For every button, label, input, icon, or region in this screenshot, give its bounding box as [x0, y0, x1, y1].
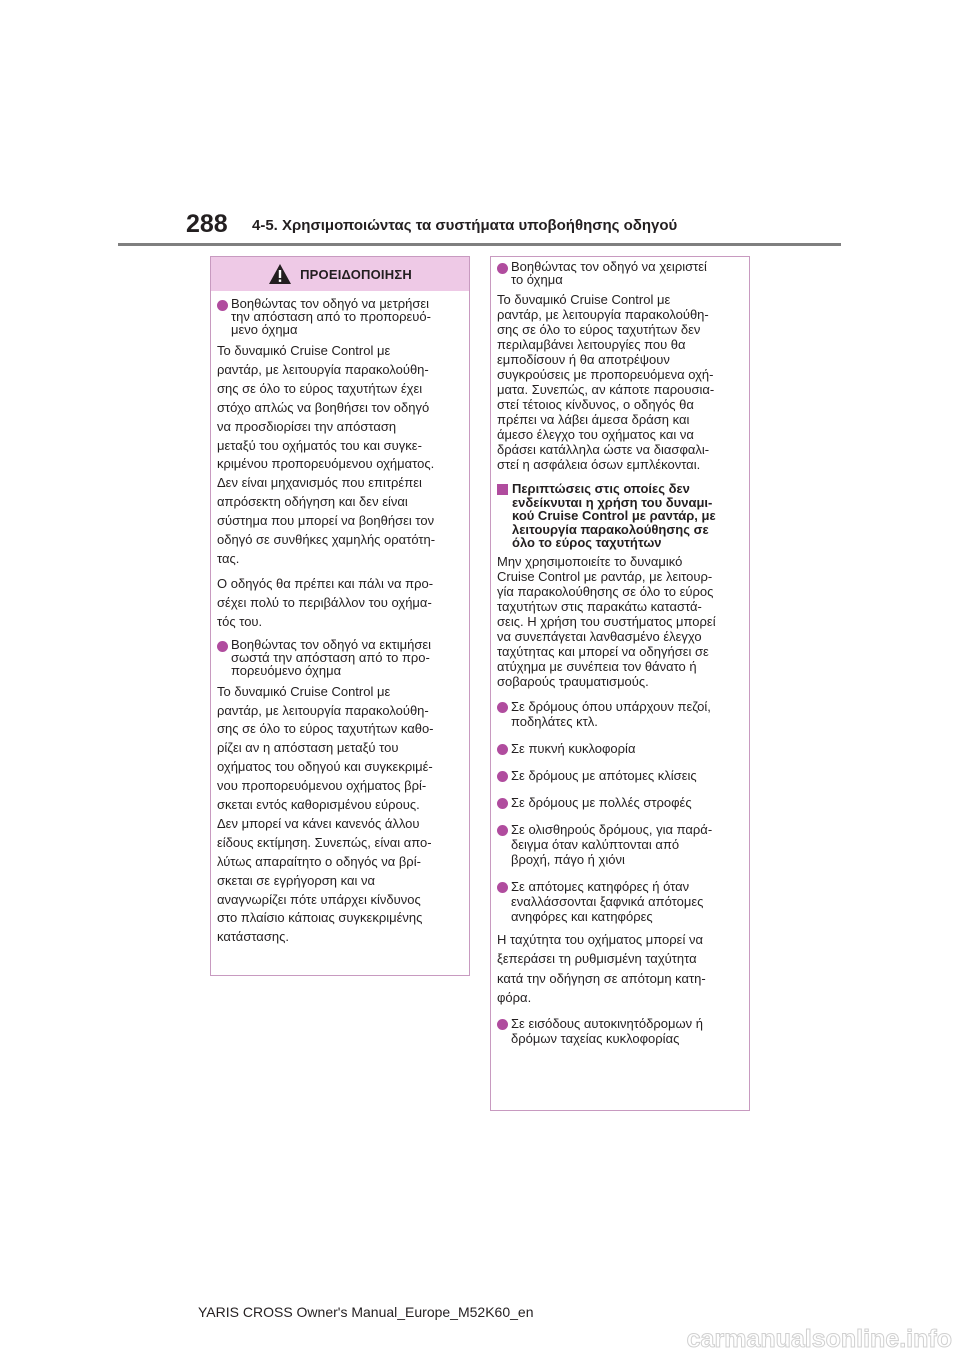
text-line: γία παρακολούθησης σε όλο το εύρος [497, 583, 714, 599]
text-line: Περιπτώσεις στις οποίες δεν [512, 481, 690, 496]
bullet-item [497, 795, 743, 810]
text-line: στεί η ασφάλεια όσων εμπλέκονται. [497, 457, 701, 472]
text-line: να προσδιορίσει την απόσταση [217, 418, 397, 434]
paragraph [497, 292, 743, 472]
text-line: Δεν μπορεί να κάνει κανενός άλλου [217, 815, 420, 831]
page-number: 288 [186, 210, 228, 238]
text-line: μενο όχημα [231, 322, 298, 337]
bullet-text [511, 1016, 703, 1046]
text-line: Cruise Control με ραντάρ, με λειτουρ- [497, 568, 713, 584]
bullet-dot-icon [497, 771, 508, 782]
bullet-item [497, 822, 743, 867]
text-line: φόρα. [497, 990, 532, 1005]
text-line: Δεν είναι μηχανισμός που επιτρέπει [217, 475, 422, 491]
text-line: ποδηλάτες κτλ. [511, 713, 598, 729]
text-line: Σε δρόμους όπου υπάρχουν πεζοί, [511, 698, 711, 714]
warning-box-right [490, 256, 750, 1111]
text-line: ταχυτήτων στις παρακάτω καταστά- [497, 598, 702, 614]
watermark-logo [626, 1325, 956, 1353]
bullet-dot-icon [217, 641, 228, 652]
warning-box-left [210, 256, 470, 976]
text-line: δειγμα όταν καλύπτονται από [511, 836, 680, 852]
text-line: Σε απότομες κατηφόρες ή όταν [511, 878, 690, 894]
text-line: κατάστασης. [217, 929, 289, 945]
text-line: όλο το εύρος ταχυτήτων [512, 535, 662, 550]
text-line: δρόμων ταχείας κυκλοφορίας [511, 1030, 680, 1046]
text-line: ενδείκνυται η χρήση του δυναμι- [512, 494, 713, 510]
text-line: σέχει πολύ το περιβάλλον του οχήμα- [217, 594, 432, 610]
text-line: Βοηθώντας τον οδηγό να εκτιμήσει [231, 636, 432, 652]
text-line: κατά την οδήγηση σε απότομη κατη- [497, 970, 706, 986]
text-line: πρέπει να λάβει άμεσα δράση και [497, 412, 690, 427]
bullet-dot-icon [497, 702, 508, 713]
paragraph [217, 342, 463, 569]
text-line: σης σε όλο το εύρος ταχυτήτων δεν [497, 322, 701, 337]
text-line: Σε δρόμους με απότομες κλίσεις [511, 767, 697, 783]
text-line: Μην χρησιμοποιείτε το δυναμικό [497, 553, 683, 569]
text-line: ρίζει αν η απόσταση μεταξύ του [217, 740, 399, 756]
section-title: 4-5. Χρησιμοποιώντας τα συστήματα υποβοήθησης οδηγού [252, 217, 678, 234]
text-line: σύστημα που μπορεί να βοηθήσει τον [217, 513, 435, 529]
text-line: Βοηθώντας τον οδηγό να χειριστεί [511, 259, 707, 274]
text-line: Ο οδηγός θα πρέπει και πάλι να προ- [217, 575, 434, 591]
text-line: συγκρούσεις με προπορευόμενα οχή- [497, 367, 714, 382]
warning-title: ΠΡΟΕΙΔΟΠΟΙΗΣΗ [300, 266, 412, 282]
bullet-dot-icon [497, 798, 508, 809]
text-line: κριμένου προπορευόμενου οχήματος. [217, 456, 435, 472]
text-line: στεί τέτοιος κίνδυνος, ο οδηγός θα [497, 397, 694, 412]
header-rule [118, 243, 841, 246]
text-line: Σε δρόμους με πολλές στροφές [511, 794, 692, 810]
text-line: βροχή, πάγο ή χιόνι [511, 851, 625, 867]
text-line: τός του. [217, 613, 263, 629]
text-line: νου προπορευόμενου οχήματος βρί- [217, 778, 427, 794]
text-line: να συνεπάγεται λανθασμένο έλεγχο [497, 628, 702, 644]
text-line: την απόσταση από το προπορευό- [231, 309, 431, 324]
bullet-text [511, 768, 697, 783]
bullet-item [497, 879, 743, 924]
subsection-heading [497, 482, 743, 550]
text-line: σεις. Η χρήση του συστήματος μπορεί [497, 613, 716, 629]
text-line: στο πλαίσιο κάποιας συγκεκριμένης [217, 910, 423, 926]
bullet-text [511, 879, 703, 924]
text-line: σης σε όλο το εύρος ταχυτήτων έχει [217, 380, 423, 396]
text-line: ξεπεράσει τη ρυθμισμένη ταχύτητα [497, 951, 697, 966]
text-line: πορευόμενο όχημα [231, 662, 342, 678]
text-line: ραντάρ, με λειτουργία παρακολούθη- [217, 702, 429, 718]
text-line: οδηγό σε συνθήκες χαμηλής ορατότη- [217, 532, 436, 548]
text-line: ατύχημα με συνέπεια τον θάνατο ή [497, 658, 697, 674]
bullet-text [511, 741, 635, 756]
bullet-dot-icon [497, 882, 508, 893]
bullet-item [497, 768, 743, 783]
text-line: ματα. Συνεπώς, αν κάποτε παρουσια- [497, 382, 715, 397]
text-line: Σε εισόδους αυτοκινητόδρομων ή [511, 1015, 703, 1031]
bullet-dot-icon [497, 744, 508, 755]
bullet-text [511, 822, 712, 867]
text-line: Βοηθώντας τον οδηγό να μετρήσει [231, 296, 430, 311]
paragraph [497, 930, 743, 1008]
bullet-text [511, 699, 711, 729]
text-line: κού Cruise Control με ραντάρ, με [512, 508, 716, 523]
bullet-item [497, 741, 743, 756]
text-line: εναλλάσσονται ξαφνικά απότομες [511, 893, 704, 909]
text-line: τας. [217, 550, 240, 566]
bullet-item [497, 1016, 743, 1046]
bullet-title [511, 260, 707, 286]
text-line: ανηφόρες και κατηφόρες [511, 908, 653, 924]
footer-manual-name: YARIS CROSS Owner's Manual_Europe_M52K60_en [198, 1304, 534, 1320]
text-line: Το δυναμικό Cruise Control με [217, 683, 391, 699]
text-line: Η ταχύτητα του οχήματος μπορεί να [497, 931, 703, 947]
bullet-dot-icon [497, 263, 508, 274]
text-line: είδους εκτίμηση. Συνεπώς, είναι απο- [217, 834, 432, 850]
bullet-title [231, 638, 431, 677]
text-line: Το δυναμικό Cruise Control με [497, 292, 671, 307]
bullet-text [511, 795, 692, 810]
paragraph [217, 683, 463, 948]
text-line: σκεται εντός καθορισμένου εύρους. [217, 797, 420, 813]
square-bullet-icon [497, 484, 508, 495]
text-line: σης σε όλο το εύρος ταχυτήτων καθο- [217, 721, 434, 737]
text-line: οχήματος του οδηγού και συγκεκριμέ- [217, 759, 433, 775]
text-line: Σε ολισθηρούς δρόμους, για παρά- [511, 821, 713, 837]
text-line: δράσει κατάλληλα ώστε να διασφαλι- [497, 442, 710, 457]
subsection-title [512, 482, 716, 550]
bullet-dot-icon [497, 825, 508, 836]
bullet-item [497, 260, 743, 286]
paragraph [497, 554, 743, 689]
watermark-text: carmanualsonline.info [686, 1325, 952, 1353]
text-line: λύτως απαραίτητο ο οδηγός να βρί- [217, 853, 421, 869]
text-line: σκεται σε εγρήγορση και να [217, 872, 375, 888]
bullet-item [217, 638, 463, 677]
bullet-title [231, 297, 431, 336]
text-line: σωστά την απόσταση από το προ- [231, 649, 430, 665]
text-line: στόχο απλώς να βοηθήσει τον οδηγό [217, 399, 430, 415]
text-line: μεταξύ του οχήματός του και συγκε- [217, 437, 422, 453]
warning-header [211, 257, 469, 291]
text-line: ραντάρ, με λειτουργία παρακολούθη- [497, 307, 709, 322]
warning-triangle-icon [268, 263, 292, 285]
text-line: το όχημα [511, 272, 563, 287]
bullet-dot-icon [497, 1019, 508, 1030]
text-line: εμποδίσουν ή θα αποτρέψουν [497, 352, 670, 367]
paragraph [217, 575, 463, 632]
text-line: λειτουργία παρακολούθησης σε [512, 521, 709, 537]
text-line: Σε πυκνή κυκλοφορία [511, 740, 636, 756]
bullet-item [217, 297, 463, 336]
text-line: ταχύτητας και μπορεί να οδηγήσει σε [497, 643, 709, 659]
text-line: σοβαρούς τραυματισμούς. [497, 673, 649, 689]
text-line: περιλαμβάνει λειτουργίες που θα [497, 337, 686, 352]
text-line: απρόσεκτη οδήγηση και δεν είναι [217, 494, 408, 510]
text-line: άμεσο έλεγχο του οχήματος και να [497, 427, 694, 442]
text-line: Το δυναμικό Cruise Control με [217, 343, 391, 358]
text-line: αναγνωρίζει πότε υπάρχει κίνδυνος [217, 891, 421, 907]
bullet-item [497, 699, 743, 729]
bullet-dot-icon [217, 300, 228, 311]
text-line: ραντάρ, με λειτουργία παρακολούθη- [217, 361, 429, 377]
